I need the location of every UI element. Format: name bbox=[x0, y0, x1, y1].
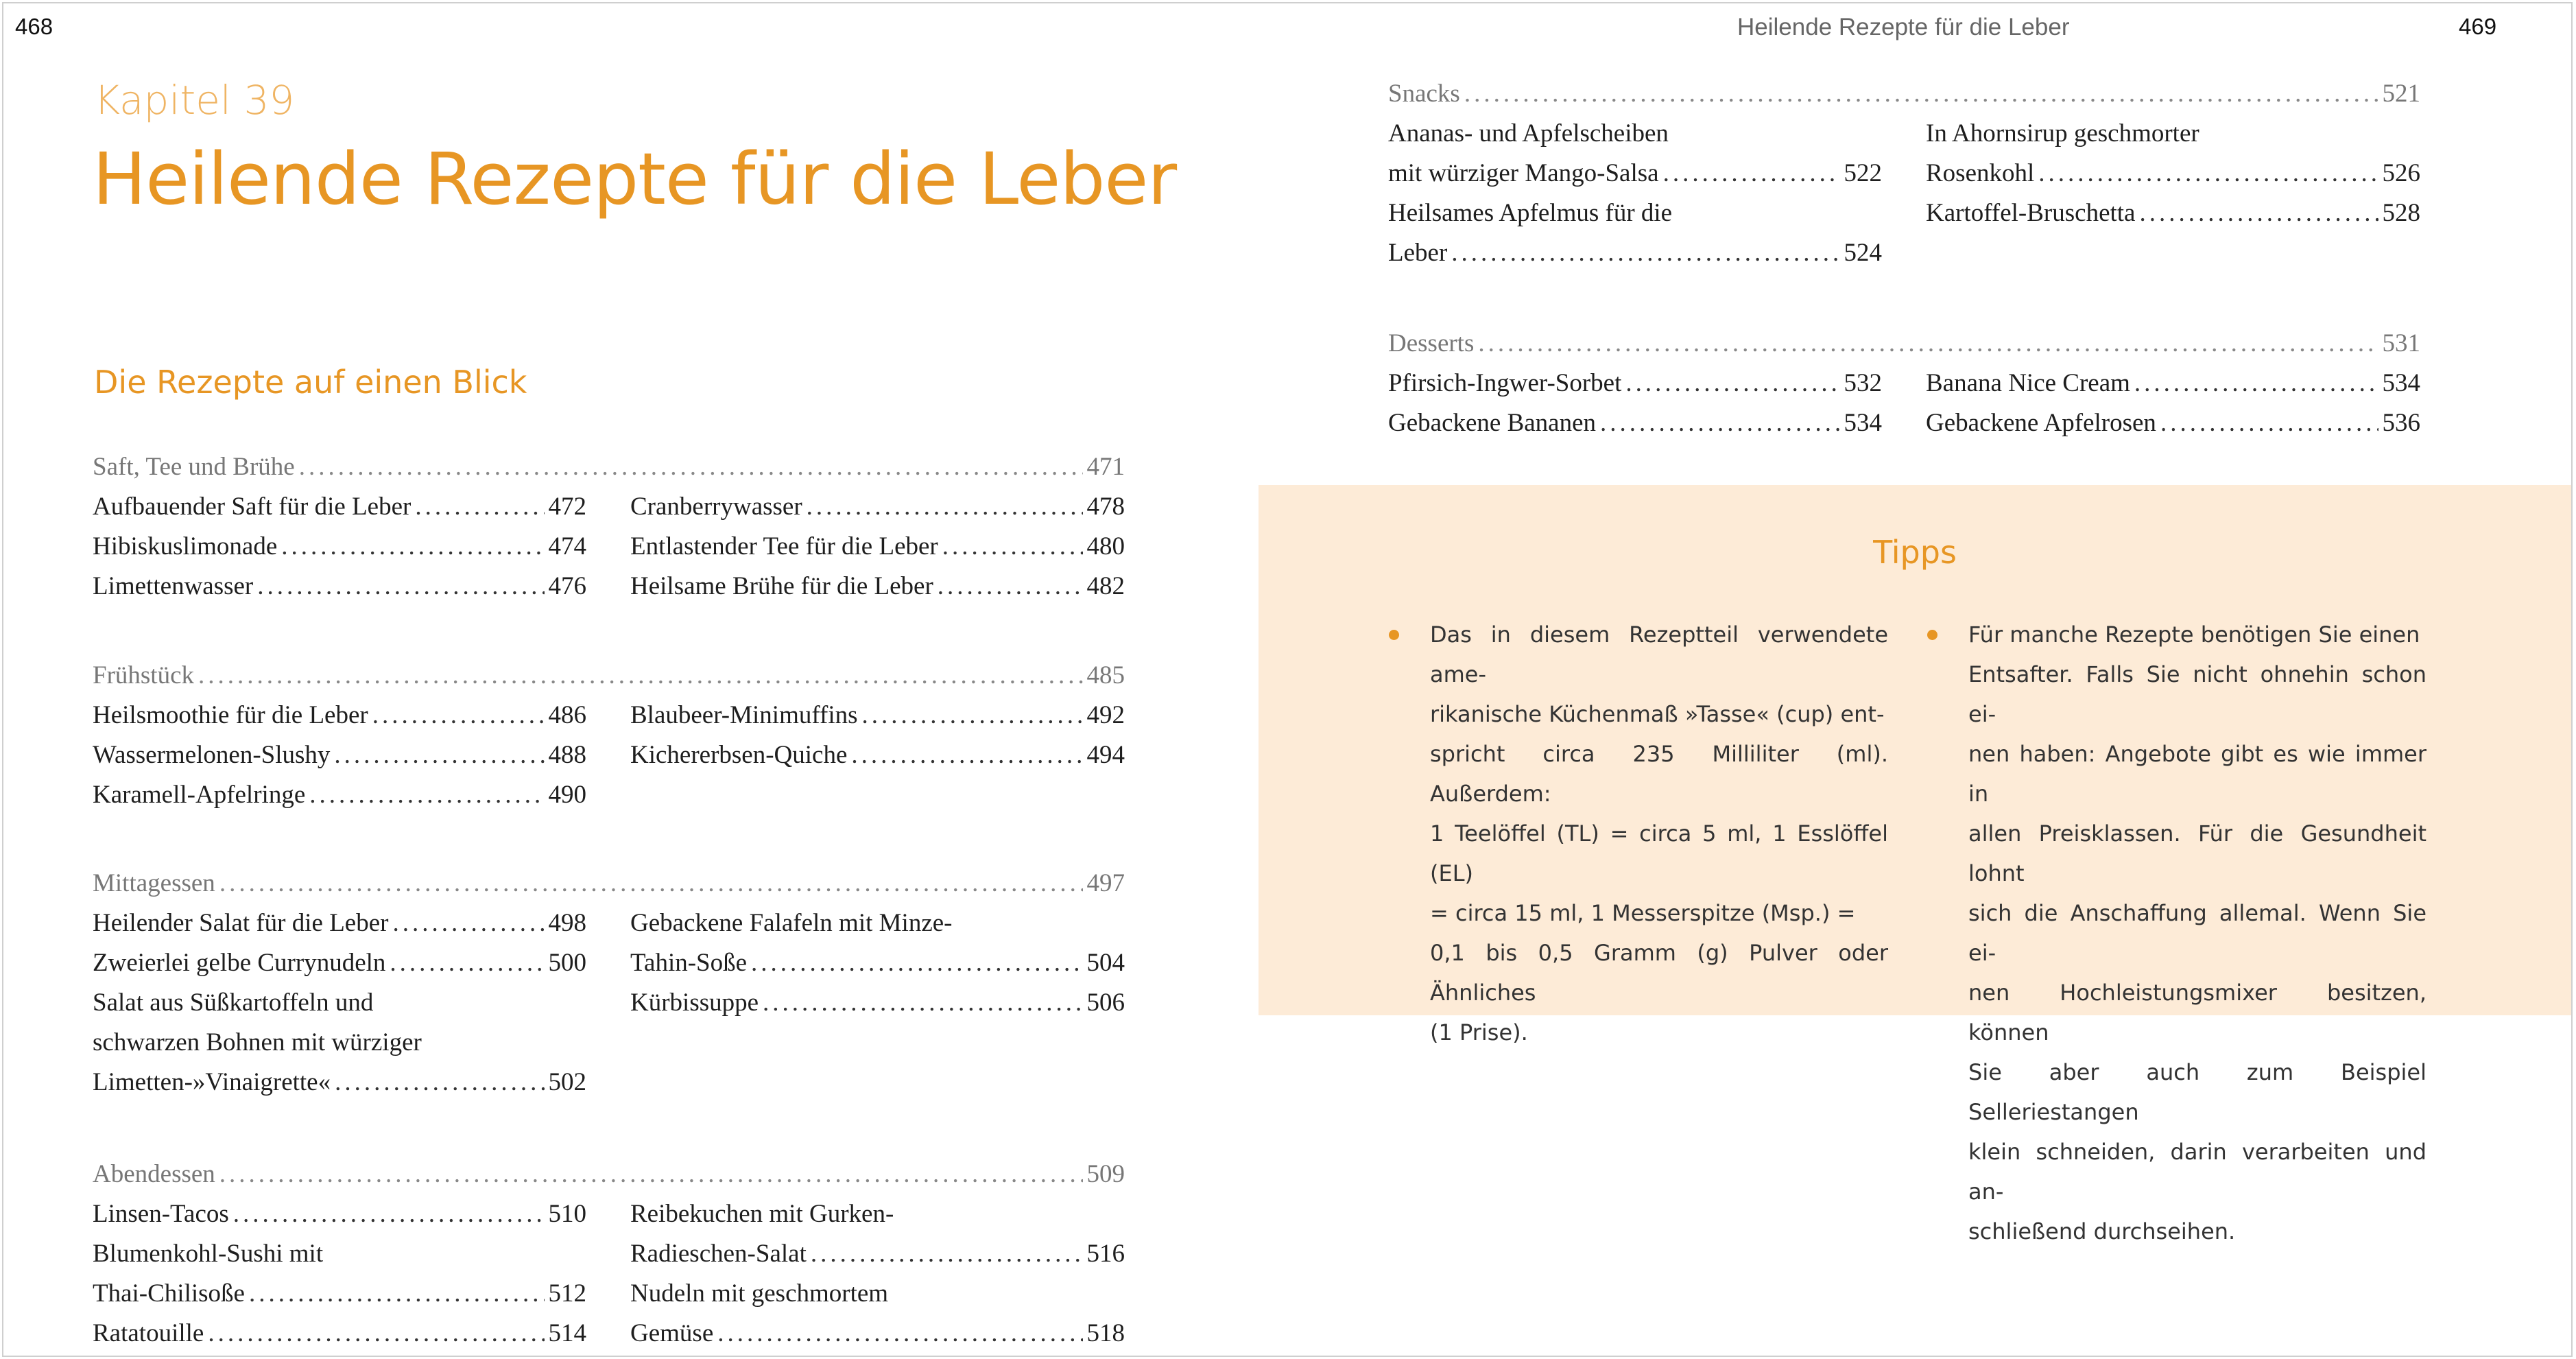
dot-leader bbox=[392, 903, 544, 943]
toc-section-heading bbox=[93, 1155, 1125, 1194]
toc-entry[interactable] bbox=[1926, 403, 2420, 443]
dot-leader bbox=[2134, 364, 2378, 403]
toc-entry[interactable] bbox=[1388, 233, 1882, 273]
toc-section-heading bbox=[1388, 324, 2420, 364]
dot-leader bbox=[219, 864, 1083, 903]
entry-title: Hibiskuslimonade bbox=[93, 532, 278, 560]
dot-leader bbox=[1478, 324, 2378, 364]
entry-page: 510 bbox=[548, 1200, 586, 1228]
section-page: 521 bbox=[2382, 80, 2420, 108]
toc-entry[interactable] bbox=[93, 1194, 586, 1234]
toc-entry[interactable] bbox=[93, 735, 586, 775]
dot-leader bbox=[942, 527, 1083, 567]
toc-section-mittagessen bbox=[93, 864, 1125, 1111]
entry-title: Blaubeer-Minimuffins bbox=[630, 701, 858, 729]
entry-page: 488 bbox=[548, 741, 586, 769]
entry-page: 512 bbox=[548, 1279, 586, 1308]
entry-title: Tahin-Soße bbox=[630, 949, 748, 977]
entry-title: Zweierlei gelbe Currynudeln bbox=[93, 949, 386, 977]
bullet-icon bbox=[1927, 630, 1937, 640]
toc-entry[interactable] bbox=[630, 1234, 1125, 1274]
dot-leader bbox=[415, 487, 544, 527]
entry-page: 524 bbox=[1844, 239, 1882, 267]
entry-page: 492 bbox=[1086, 701, 1125, 729]
entry-title: Leber bbox=[1388, 239, 1448, 267]
tip-line: (1 Prise). bbox=[1430, 1019, 1528, 1045]
section-title: Abendessen bbox=[93, 1160, 215, 1188]
entry-page: 518 bbox=[1086, 1319, 1125, 1347]
entry-page: 528 bbox=[2382, 199, 2420, 227]
dot-leader bbox=[2160, 403, 2378, 443]
entry-title: Karamell-Apfelringe bbox=[93, 781, 306, 809]
entry-title: Heilsmoothie für die Leber bbox=[93, 701, 368, 729]
dot-leader bbox=[1625, 364, 1839, 403]
dot-leader bbox=[1600, 403, 1839, 443]
tip-line: Für manche Rezepte benötigen Sie einen bbox=[1968, 622, 2420, 648]
tip-line: 0,1 bis 0,5 Gramm (g) Pulver oder Ähnliches bbox=[1430, 940, 1888, 1006]
section-page: 485 bbox=[1086, 661, 1125, 689]
entry-title-line[interactable]: Nudeln mit geschmortem bbox=[630, 1279, 889, 1308]
overview-heading: Die Rezepte auf einen Blick bbox=[94, 364, 527, 401]
entry-page: 498 bbox=[548, 909, 586, 937]
dot-leader bbox=[198, 656, 1083, 696]
tip-line: rikanische Küchenmaß »Tasse« (cup) ent- bbox=[1430, 701, 1885, 727]
entry-title: Kartoffel-Bruschetta bbox=[1926, 199, 2136, 227]
section-title: Mittagessen bbox=[93, 869, 215, 897]
toc-entry[interactable] bbox=[630, 567, 1125, 606]
entry-page: 486 bbox=[548, 701, 586, 729]
entry-title: mit würziger Mango-Salsa bbox=[1388, 159, 1659, 187]
section-page: 497 bbox=[1086, 869, 1125, 897]
entry-page: 482 bbox=[1086, 572, 1125, 600]
toc-entry[interactable] bbox=[1926, 364, 2420, 403]
entry-title: Thai-Chilisoße bbox=[93, 1279, 245, 1308]
toc-section-heading bbox=[93, 864, 1125, 903]
tip-line: = circa 15 ml, 1 Messerspitze (Msp.) = bbox=[1430, 900, 1856, 926]
entry-title: Gebackene Bananen bbox=[1388, 409, 1597, 437]
entry-title: Limetten-»Vinaigrette« bbox=[93, 1068, 331, 1096]
entry-page: 522 bbox=[1844, 159, 1882, 187]
entry-page: 516 bbox=[1086, 1240, 1125, 1268]
section-title: Frühstück bbox=[93, 661, 194, 689]
toc-section-snacks bbox=[1388, 74, 2420, 280]
dot-leader bbox=[1464, 74, 2378, 114]
dot-leader bbox=[811, 1234, 1083, 1274]
entry-page: 534 bbox=[2382, 369, 2420, 397]
dot-leader bbox=[807, 487, 1083, 527]
entry-page: 474 bbox=[548, 532, 586, 560]
toc-section-heading bbox=[93, 656, 1125, 696]
entry-page: 506 bbox=[1086, 989, 1125, 1017]
toc-entry[interactable] bbox=[630, 696, 1125, 735]
toc-entry[interactable] bbox=[93, 567, 586, 606]
dot-leader bbox=[717, 1314, 1082, 1354]
section-page: 531 bbox=[2382, 329, 2420, 357]
entry-page: 502 bbox=[548, 1068, 586, 1096]
toc-entry[interactable] bbox=[93, 1063, 586, 1102]
entry-page: 472 bbox=[548, 493, 586, 521]
entry-title-line[interactable]: Ananas- und Apfelscheiben bbox=[1388, 119, 1669, 147]
dot-leader bbox=[938, 567, 1083, 606]
toc-entry[interactable] bbox=[630, 735, 1125, 775]
section-title: Snacks bbox=[1388, 80, 1460, 108]
toc-entry[interactable] bbox=[93, 1274, 586, 1314]
entry-page: 494 bbox=[1086, 741, 1125, 769]
section-title: Desserts bbox=[1388, 329, 1475, 357]
dot-leader bbox=[1663, 154, 1840, 193]
dot-leader bbox=[851, 735, 1082, 775]
toc-entry[interactable] bbox=[1388, 364, 1882, 403]
section-page: 509 bbox=[1086, 1160, 1125, 1188]
entry-page: 534 bbox=[1844, 409, 1882, 437]
toc-entry[interactable] bbox=[630, 943, 1125, 983]
running-title: Heilende Rezepte für die Leber bbox=[1737, 14, 2070, 40]
tip-line: allen Preisklassen. Für die Gesundheit lohnt bbox=[1968, 820, 2426, 886]
toc-entry[interactable] bbox=[93, 527, 586, 567]
entry-title: Limettenwasser bbox=[93, 572, 254, 600]
entry-page: 476 bbox=[548, 572, 586, 600]
entry-title: Entlastender Tee für die Leber bbox=[630, 532, 938, 560]
entry-title: Heilsame Brühe für die Leber bbox=[630, 572, 933, 600]
entry-title: Aufbauender Saft für die Leber bbox=[93, 493, 412, 521]
entry-title-line[interactable]: schwarzen Bohnen mit würziger bbox=[93, 1028, 422, 1056]
toc-section-heading bbox=[1388, 74, 2420, 114]
dot-leader bbox=[249, 1274, 545, 1314]
toc-entry[interactable] bbox=[630, 983, 1125, 1023]
tips-title: Tipps bbox=[1873, 534, 1957, 571]
tip-line: nen Hochleistungsmixer besitzen, können bbox=[1968, 980, 2426, 1045]
dot-leader bbox=[2139, 193, 2378, 233]
entry-title-line[interactable]: In Ahornsirup geschmorter bbox=[1926, 119, 2199, 147]
chapter-label: Kapitel 39 bbox=[94, 77, 295, 123]
tip-line: nen haben: Angebote gibt es wie immer in bbox=[1968, 741, 2426, 807]
entry-title: Wassermelonen-Slushy bbox=[93, 741, 331, 769]
entry-page: 526 bbox=[2382, 159, 2420, 187]
entry-title-line[interactable]: Gebackene Falafeln mit Minze- bbox=[630, 909, 953, 937]
toc-entry[interactable] bbox=[93, 775, 586, 815]
bullet-icon bbox=[1389, 630, 1399, 640]
entry-page: 514 bbox=[548, 1319, 586, 1347]
right-page-number: 469 bbox=[2459, 14, 2497, 39]
toc-entry[interactable] bbox=[93, 943, 586, 983]
entry-title: Kürbissuppe bbox=[630, 989, 759, 1017]
dot-leader bbox=[233, 1194, 545, 1234]
section-page: 471 bbox=[1086, 453, 1125, 481]
tip-line: sich die Anschaffung allemal. Wenn Sie ei- bbox=[1968, 900, 2426, 966]
entry-title: Pfirsich-Ingwer-Sorbet bbox=[1388, 369, 1622, 397]
dot-leader bbox=[1451, 233, 1839, 273]
dot-leader bbox=[299, 447, 1083, 487]
toc-entry[interactable] bbox=[630, 487, 1125, 527]
entry-page: 504 bbox=[1086, 949, 1125, 977]
dot-leader bbox=[309, 775, 544, 815]
entry-page: 480 bbox=[1086, 532, 1125, 560]
toc-entry[interactable] bbox=[1388, 154, 1882, 193]
toc-entry[interactable] bbox=[93, 487, 586, 527]
entry-title: Linsen-Tacos bbox=[93, 1200, 229, 1228]
dot-leader bbox=[281, 527, 544, 567]
entry-page: 500 bbox=[548, 949, 586, 977]
dot-leader bbox=[372, 696, 545, 735]
entry-title: Radieschen-Salat bbox=[630, 1240, 807, 1268]
dot-leader bbox=[862, 696, 1083, 735]
dot-leader bbox=[390, 943, 544, 983]
dot-leader bbox=[219, 1155, 1083, 1194]
toc-entry[interactable] bbox=[1926, 193, 2420, 233]
tip-line: schließend durchseihen. bbox=[1968, 1218, 2236, 1244]
dot-leader bbox=[2038, 154, 2378, 193]
left-page-number: 468 bbox=[15, 14, 53, 39]
toc-entry[interactable] bbox=[1926, 154, 2420, 193]
entry-title-line[interactable]: Salat aus Süßkartoffeln und bbox=[93, 989, 374, 1017]
chapter-title: Heilende Rezepte für die Leber bbox=[93, 137, 1177, 221]
entry-title: Kichererbsen-Quiche bbox=[630, 741, 848, 769]
toc-entry[interactable] bbox=[630, 527, 1125, 567]
entry-title: Rosenkohl bbox=[1926, 159, 2035, 187]
tip-line: 1 Teelöffel (TL) = circa 5 ml, 1 Esslöffel (EL) bbox=[1430, 820, 1888, 886]
toc-section-abendessen bbox=[93, 1155, 1125, 1359]
dot-leader bbox=[763, 983, 1082, 1023]
entry-page: 532 bbox=[1844, 369, 1882, 397]
toc-section-fruehstueck bbox=[93, 656, 1125, 820]
entry-title: Heilender Salat für die Leber bbox=[93, 909, 389, 937]
toc-section-heading bbox=[93, 447, 1125, 487]
entry-page: 536 bbox=[2382, 409, 2420, 437]
toc-entry[interactable] bbox=[93, 1314, 586, 1354]
tip-line: Sie aber auch zum Beispiel Selleriestangen bbox=[1968, 1059, 2426, 1125]
entry-page: 490 bbox=[548, 781, 586, 809]
dot-leader bbox=[751, 943, 1082, 983]
tip-line: Das in diesem Rezeptteil verwendete ame- bbox=[1430, 622, 1888, 687]
tip-line: Entsafter. Falls Sie nicht ohnehin schon ei- bbox=[1968, 661, 2426, 727]
dot-leader bbox=[335, 1063, 544, 1102]
toc-entry[interactable] bbox=[93, 696, 586, 735]
entry-title: Cranberrywasser bbox=[630, 493, 802, 521]
entry-title: Banana Nice Cream bbox=[1926, 369, 2130, 397]
tip-left bbox=[1430, 615, 1888, 1052]
toc-entry[interactable] bbox=[630, 1314, 1125, 1354]
tip-line: klein schneiden, darin verarbeiten und an- bbox=[1968, 1139, 2426, 1205]
entry-title-line[interactable]: Heilsames Apfelmus für die bbox=[1388, 199, 1673, 227]
dot-leader bbox=[334, 735, 544, 775]
entry-title: Gebackene Apfelrosen bbox=[1926, 409, 2156, 437]
toc-section-desserts bbox=[1388, 324, 2420, 447]
toc-section-saft bbox=[93, 447, 1125, 612]
entry-title-line[interactable]: Blumenkohl-Sushi mit bbox=[93, 1240, 324, 1268]
entry-title: Ratatouille bbox=[93, 1319, 204, 1347]
tip-line: spricht circa 235 Milliliter (ml). Außerdem: bbox=[1430, 741, 1888, 807]
toc-entry[interactable] bbox=[93, 903, 586, 943]
entry-title-line[interactable]: Reibekuchen mit Gurken- bbox=[630, 1200, 894, 1228]
dot-leader bbox=[257, 567, 544, 606]
toc-entry[interactable] bbox=[1388, 403, 1882, 443]
section-title: Saft, Tee und Brühe bbox=[93, 453, 295, 481]
tip-right bbox=[1968, 615, 2426, 1251]
entry-title: Gemüse bbox=[630, 1319, 714, 1347]
dot-leader bbox=[208, 1314, 544, 1354]
entry-page: 478 bbox=[1086, 493, 1125, 521]
